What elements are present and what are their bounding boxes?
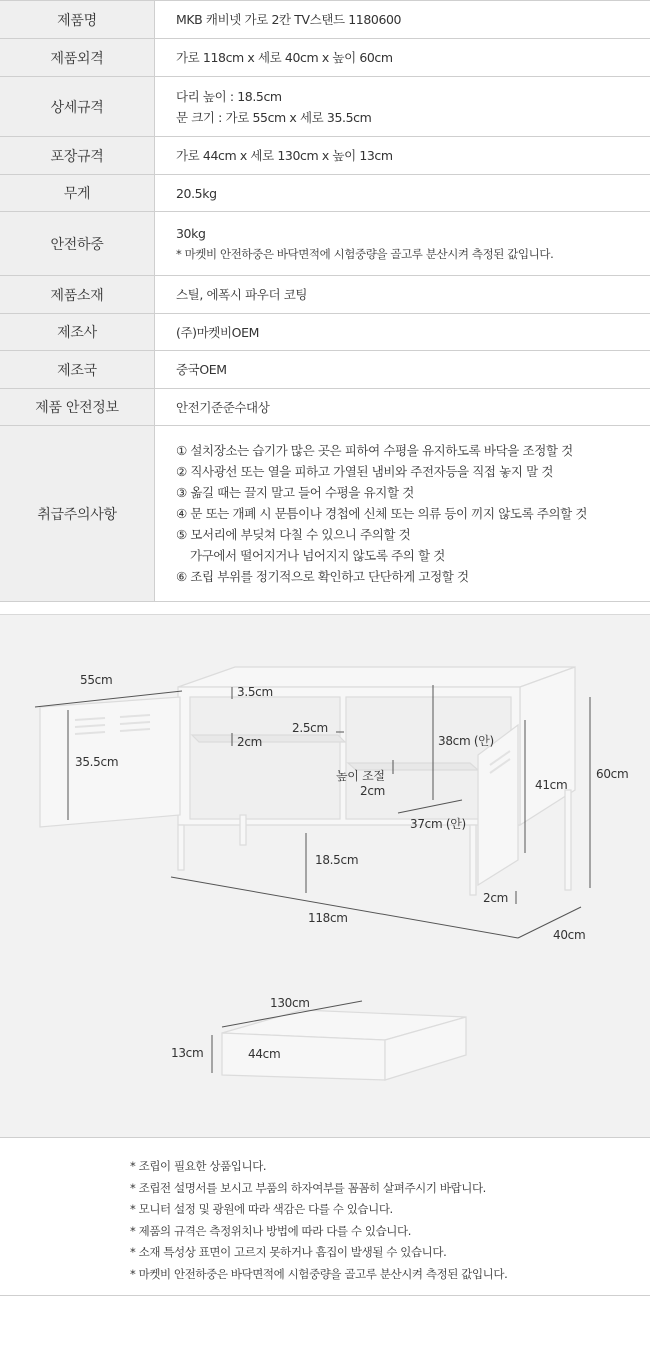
top-gap-label: 3.5cm [237,685,273,699]
note-item: * 조립전 설명서를 보시고 부품의 하자여부를 꼼꼼히 살펴주시기 바랍니다. [130,1180,486,1195]
compartment-left [190,697,340,819]
spec-value-line: 20.5kg [176,185,217,201]
caution-item: ③ 옮길 때는 끌지 말고 들어 수평을 유지할 것 [176,485,414,500]
spec-value-line: 가로 118cm x 세로 40cm x 높이 60cm [176,50,393,65]
cabinet-top [178,667,575,687]
box-width-label: 44cm [248,1047,281,1061]
spec-value [155,314,650,350]
spec-table [0,0,650,602]
spec-row-package-size [0,137,650,175]
leg [470,825,476,895]
dimension-width-line [171,877,518,938]
spec-label: 제품소재 [0,276,155,313]
caution-item: ⑥ 조립 부위를 정기적으로 확인하고 단단하게 고정할 것 [176,569,469,584]
note-item: * 소재 특성상 표면이 고르지 못하거나 흠집이 발생될 수 있습니다. [130,1245,447,1259]
spec-value-line: 다리 높이 : 18.5cm [176,88,282,104]
spec-row-material [0,276,650,314]
leg [178,825,184,870]
base-gap-label: 2cm [483,891,509,905]
spec-value [155,1,650,38]
spec-value [155,77,650,136]
spec-value-line: 중국OEM [176,362,227,377]
spec-label: 상세규격 [0,77,155,136]
note-item: * 조립이 필요한 상품입니다. [130,1159,267,1173]
spec-value [155,39,650,76]
box-front [222,1033,385,1080]
leg-height-label: 18.5cm [315,853,359,867]
spec-label: 제품명 [0,1,155,38]
spec-value-line: 안전기준준수대상 [176,399,270,415]
note-item: * 모니터 설정 및 광원에 따라 색감은 다를 수 있습니다. [130,1202,393,1216]
spec-label: 제품외격 [0,39,155,76]
caution-item: ② 직사광선 또는 열을 피하고 가열된 냄비와 주전자등을 직접 놓지 말 것 [176,464,554,479]
spec-value [155,212,650,275]
width-label: 118cm [308,911,348,925]
spec-value-note: * 마켓비 안전하중은 바닥면적에 시험중량을 골고루 분산시켜 측정된 값입니다. [176,246,554,261]
spec-row-caution [0,426,650,602]
spec-value-line: MKB 캐비넷 가로 2칸 TV스탠드 1180600 [176,12,402,27]
shelf-thickness-label: 2cm [237,735,263,749]
total-height-label: 60cm [596,767,629,781]
spec-label: 포장규격 [0,137,155,174]
spec-value-line: 30kg [176,225,206,241]
leg [565,790,571,890]
note-item: * 마켓비 안전하중은 바닥면적에 시험중량을 골고루 분산시켜 측정된 값입니다. [130,1266,508,1281]
spec-value [155,351,650,388]
shelf-left [192,735,345,742]
spec-row-safe-load [0,212,650,276]
notes-section [0,1138,650,1296]
caution-item: ⑤ 모서리에 부딪쳐 다칠 수 있으니 주의할 것 [176,527,411,542]
cabinet-illustration [0,615,650,1139]
note-item: * 제품의 규격은 측정위치나 방법에 따라 다를 수 있습니다. [130,1223,411,1238]
spec-row-country [0,351,650,389]
spec-value [155,426,650,601]
side-gap-label: 2.5cm [292,721,328,735]
leg [240,815,246,845]
door-width-label: 55cm [80,673,113,687]
spec-label: 안전하중 [0,212,155,275]
box-height-label: 13cm [171,1046,204,1060]
spec-value-line: 가로 44cm x 세로 130cm x 높이 13cm [176,148,393,163]
spec-value-line: 문 크기 : 가로 55cm x 세로 35.5cm [176,109,372,125]
inner-height-label: 38cm (안) [438,734,494,748]
caution-item: ① 설치장소는 습기가 많은 곳은 피하여 수평을 유지하도록 바닥을 조정할 것 [176,443,573,458]
spec-label: 제조국 [0,351,155,388]
spec-value [155,389,650,425]
spec-value [155,276,650,313]
spec-label: 제품 안전정보 [0,389,155,425]
spec-value [155,137,650,174]
box-length-label: 130cm [270,996,310,1010]
notes-list [130,1156,507,1285]
depth-label: 40cm [553,928,586,942]
spec-label: 제조사 [0,314,155,350]
shelf-adjust-label: 높이 조절 [336,769,385,783]
spec-value [155,175,650,211]
caution-item: 가구에서 떨어지거나 넘어지지 않도록 주의 할 것 [190,548,445,563]
spec-row-detail-size [0,77,650,137]
spec-row-manufacturer [0,314,650,351]
spec-row-product-name [0,1,650,39]
cabinet-height-label: 41cm [535,778,568,792]
caution-item: ④ 문 또는 개폐 시 문틈이나 경첩에 신체 또는 의류 등이 끼지 않도록 주의할 것 [176,506,588,521]
product-diagram [0,614,650,1138]
shelf-adjust-value: 2cm [360,784,386,798]
spec-row-weight [0,175,650,212]
spec-label: 무게 [0,175,155,211]
door-height-label: 35.5cm [75,755,119,769]
spec-row-safety-info [0,389,650,426]
spec-row-dimensions [0,39,650,77]
spec-value-line: 스틸, 에폭시 파우더 코팅 [176,287,308,302]
spec-value-line: (주)마켓비OEM [176,324,259,340]
spec-label: 취급주의사항 [0,426,155,601]
inner-depth-label: 37cm (안) [410,817,466,831]
